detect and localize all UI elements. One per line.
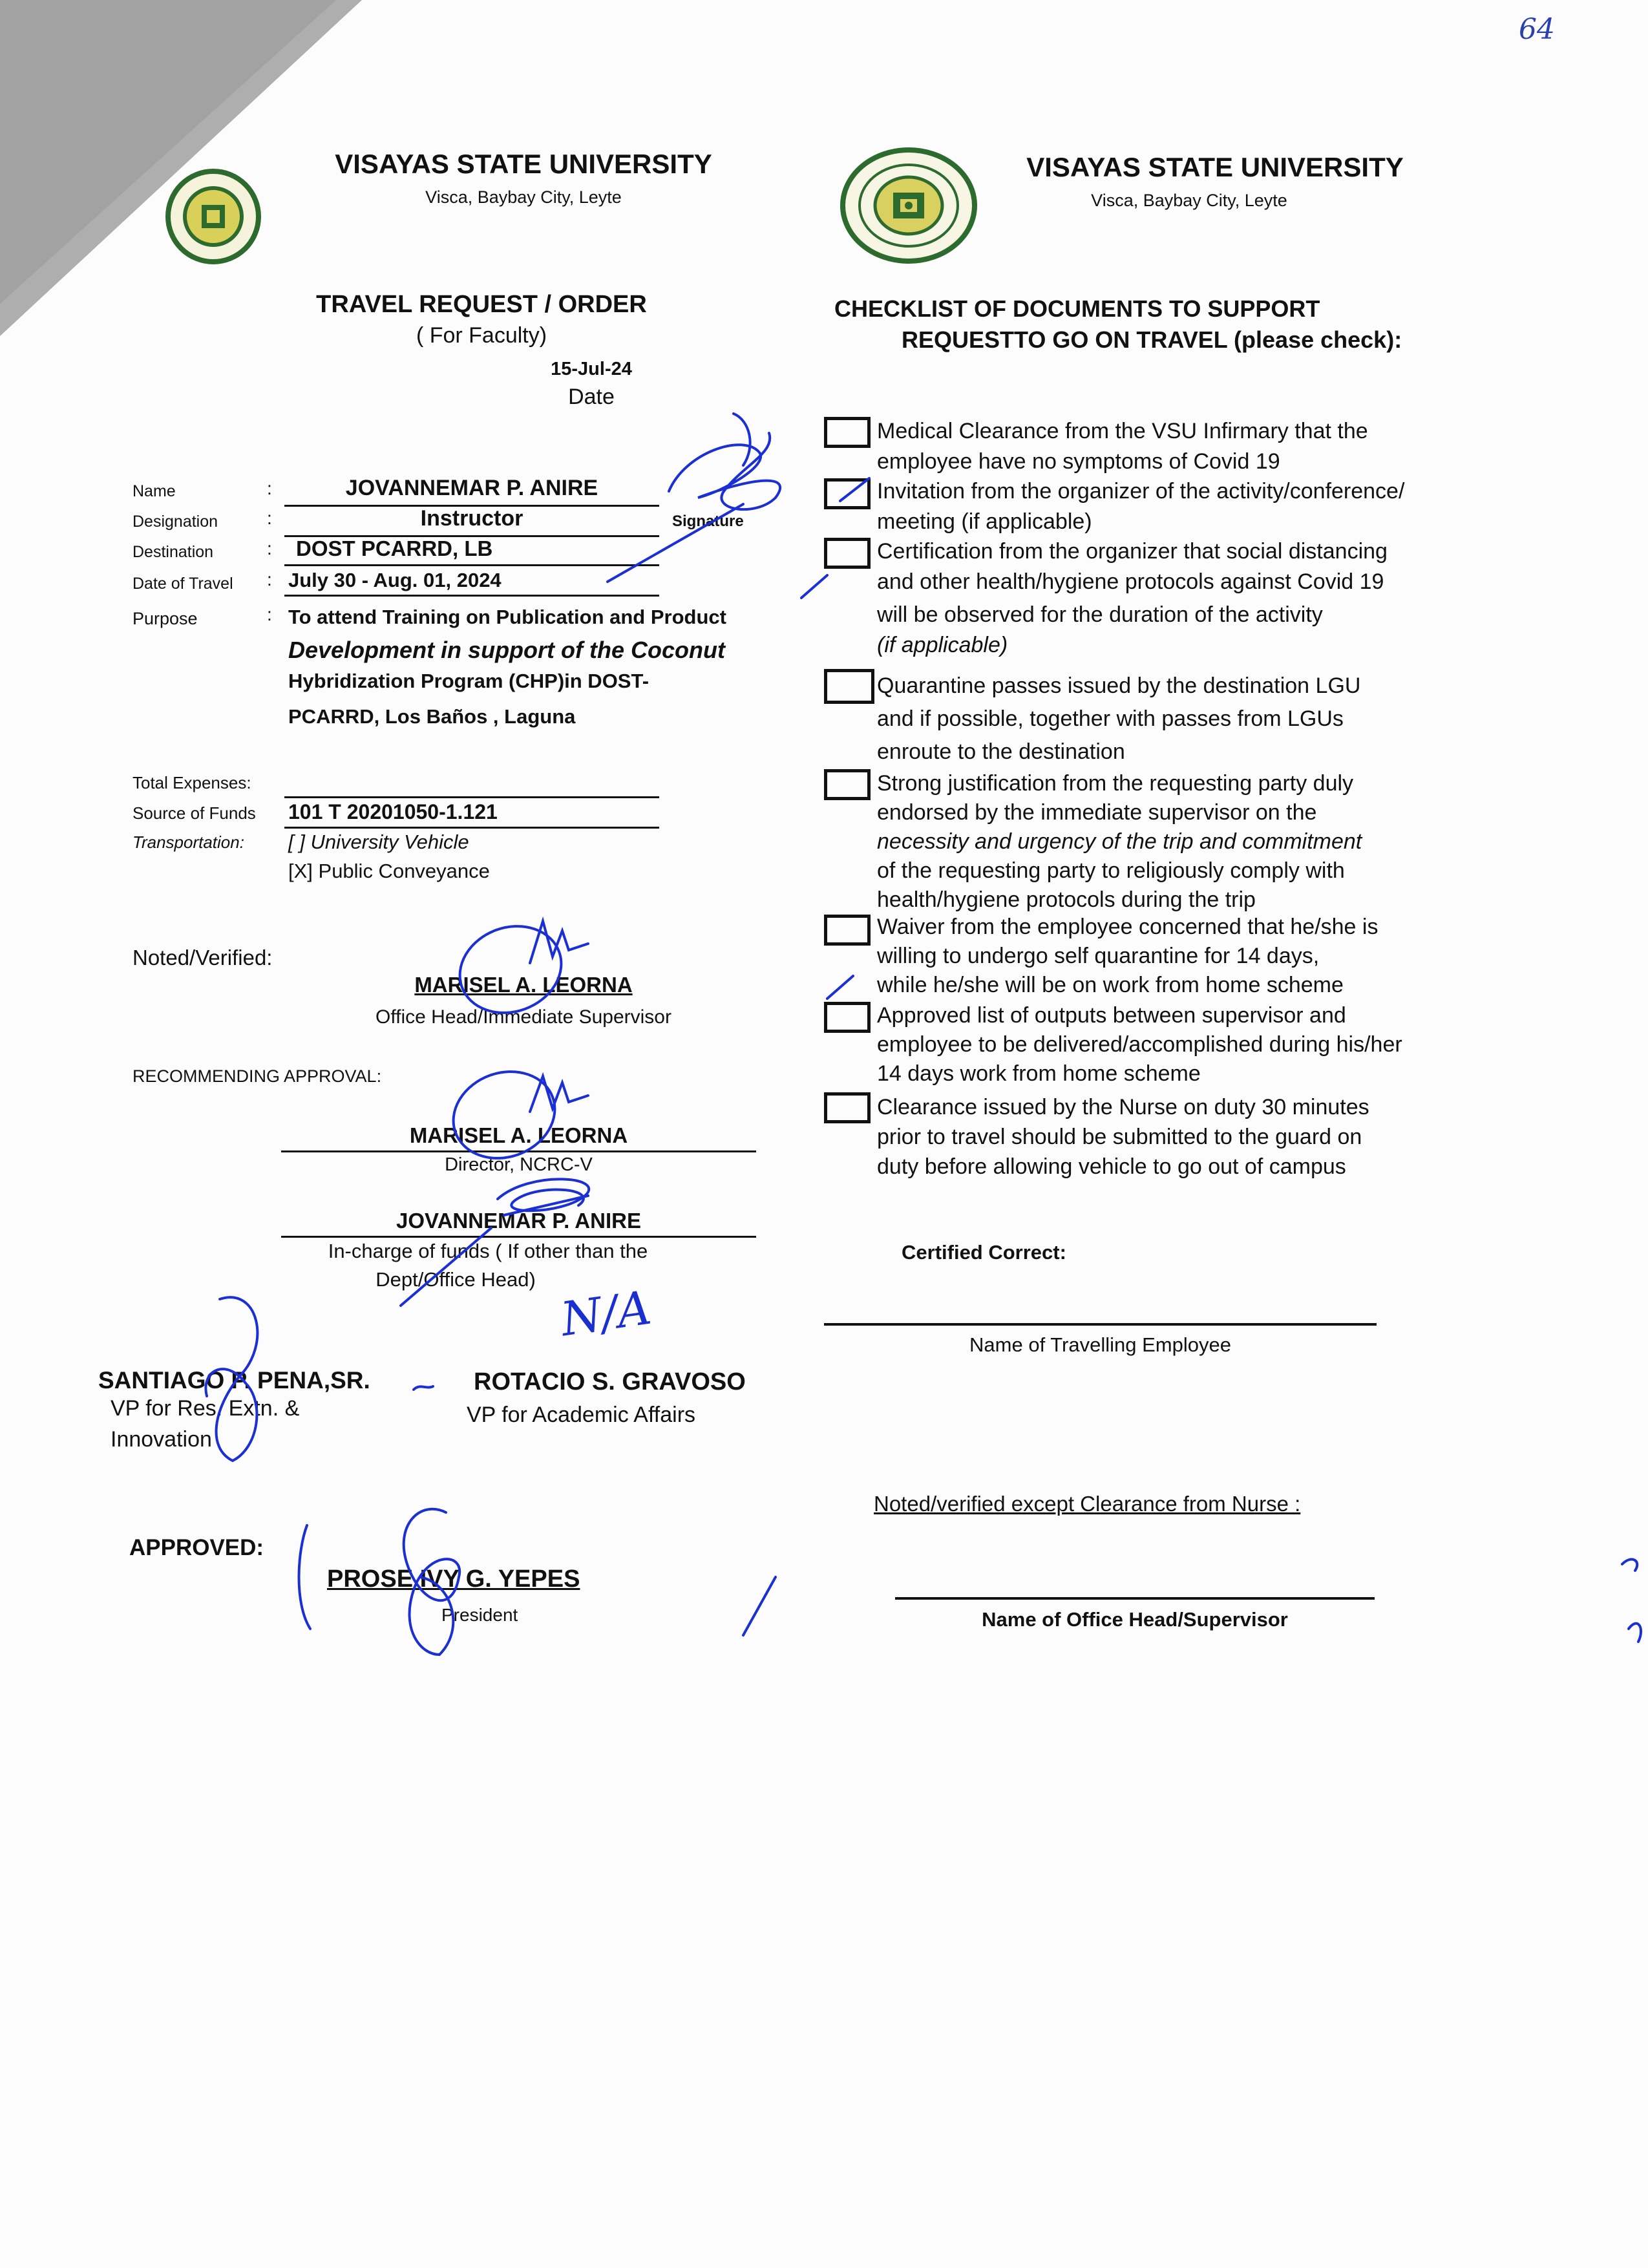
date-of-travel-value: July 30 - Aug. 01, 2024 <box>288 569 502 591</box>
checkbox-medical-clearance[interactable] <box>824 417 871 448</box>
checklist-title-line-2: REQUESTTO GO ON TRAVEL (please check): <box>902 326 1402 353</box>
office-head-label: Name of Office Head/Supervisor <box>982 1608 1288 1631</box>
right-university-address: Visca, Baybay City, Leyte <box>1091 191 1287 210</box>
vp2-name: ROTACIO S. GRAVOSO <box>474 1368 746 1395</box>
checklist-item-quarantine-passes: Quarantine passes issued by the destination LGU and if possible, together with passes from LGUs enroute to the destination <box>877 673 1361 764</box>
total-expenses-line <box>284 796 659 798</box>
funds-line <box>281 1236 756 1238</box>
destination-line <box>284 564 659 566</box>
colon: : <box>267 604 272 624</box>
purpose-line-4: PCARRD, Los Baños , Laguna <box>288 705 576 728</box>
transport-option-university-vehicle: [ ] University Vehicle <box>288 831 469 853</box>
designation-label: Designation <box>132 513 218 531</box>
checklist-item-certification-distancing: Certification from the organizer that social distancing and other health/hygiene protocols against Covid 19 will be observed for the duration of the activity (if applicable) <box>877 539 1388 657</box>
source-of-funds-value: 101 T 20201050-1.121 <box>288 800 498 823</box>
designation-value: Instructor <box>420 506 523 531</box>
checklist-item-medical-clearance: Medical Clearance from the VSU Infirmary that the employee have no symptoms of Covid 19 <box>877 419 1368 474</box>
purpose-line-3: Hybridization Program (CHP)in DOST- <box>288 670 650 692</box>
date-value: 15-Jul-24 <box>551 359 632 379</box>
signature-label: Signature <box>672 513 744 530</box>
noted-verified-label: Noted/Verified: <box>132 946 273 970</box>
checklist-item-waiver: Waiver from the employee concerned that he/she is willing to undergo self quarantine for 14 days, while he/she will be on work from home scheme <box>877 915 1379 997</box>
checkbox-strong-justification[interactable] <box>824 769 871 800</box>
checkbox-certification-distancing[interactable] <box>824 538 871 569</box>
colon: : <box>267 478 272 498</box>
employee-signature <box>669 433 780 509</box>
travelling-employee-line <box>824 1323 1377 1326</box>
funds-name: JOVANNEMAR P. ANIRE <box>396 1209 641 1233</box>
checkbox-approved-outputs[interactable] <box>824 1002 871 1033</box>
checklist-item-invitation: Invitation from the organizer of the activity/conference/ meeting (if applicable) <box>877 479 1405 534</box>
name-label: Name <box>132 482 176 500</box>
colon: : <box>267 569 272 589</box>
president-title: President <box>441 1605 518 1625</box>
right-university-name: VISAYAS STATE UNIVERSITY <box>1026 152 1404 182</box>
destination-label: Destination <box>132 543 214 561</box>
date-label: Date <box>568 385 615 409</box>
date-of-travel-line <box>284 595 659 597</box>
purpose-line-2: Development in support of the Coconut <box>288 637 725 663</box>
checklist-item-strong-justification: Strong justification from the requesting party duly endorsed by the immediate supervisor on the necessity and urgency of the trip and commitment of the requesting party to religiously comply with health/hygiene protocols during the trip <box>877 771 1362 912</box>
funds-title-line-2: Dept/Office Head) <box>375 1268 536 1291</box>
vp1-title-line-2: Innovation <box>111 1427 212 1452</box>
checklist-item-approved-outputs: Approved list of outputs between supervisor and employee to be delivered/accomplished during his/her 14 days work from home scheme <box>877 1003 1402 1086</box>
transportation-label: Transportation: <box>132 832 244 852</box>
noted-title: Office Head/Immediate Supervisor <box>375 1006 671 1028</box>
president-signature <box>299 1525 311 1629</box>
vp2-title: VP for Academic Affairs <box>467 1403 696 1427</box>
approved-label: APPROVED: <box>129 1535 264 1560</box>
vp1-title-line-1: VP for Res. Extn. & <box>111 1396 300 1421</box>
form-title: TRAVEL REQUEST / ORDER <box>316 291 647 318</box>
purpose-label: Purpose <box>132 609 198 628</box>
destination-value: DOST PCARRD, LB <box>296 536 493 560</box>
checklist-item-nurse-clearance: Clearance issued by the Nurse on duty 30 minutes prior to travel should be submitted to the guard on duty before allowing vehicle to go out of campus <box>877 1095 1369 1179</box>
checkbox-invitation[interactable] <box>824 478 871 509</box>
certified-correct-label: Certified Correct: <box>902 1241 1066 1264</box>
noted-except-label: Noted/verified except Clearance from Nurse : <box>874 1492 1301 1516</box>
funds-title-line-1: In-charge of funds ( If other than the <box>328 1240 648 1262</box>
page-number: 64 <box>1519 13 1555 46</box>
colon: : <box>267 508 272 528</box>
left-university-name: VISAYAS STATE UNIVERSITY <box>335 149 712 179</box>
vp1-name: SANTIAGO P. PENA,SR. <box>98 1367 370 1394</box>
president-name: PROSE IVY G. YEPES <box>327 1565 580 1593</box>
purpose-line-1: To attend Training on Publication and Product <box>288 606 726 628</box>
source-of-funds-label: Source of Funds <box>132 803 256 823</box>
total-expenses-label: Total Expenses: <box>132 773 251 792</box>
office-head-line <box>895 1597 1375 1600</box>
colon: : <box>267 538 272 558</box>
checkbox-waiver[interactable] <box>824 915 871 946</box>
travelling-employee-label: Name of Travelling Employee <box>969 1333 1231 1356</box>
recommending-name: MARISEL A. LEORNA <box>409 1123 628 1147</box>
date-of-travel-label: Date of Travel <box>132 575 233 593</box>
vsu-seal-icon <box>840 147 977 264</box>
checkbox-nurse-clearance[interactable] <box>824 1092 871 1123</box>
checkbox-quarantine-passes[interactable] <box>824 669 874 704</box>
noted-name: MARISEL A. LEORNA <box>414 973 633 997</box>
checklist-title-line-1: CHECKLIST OF DOCUMENTS TO SUPPORT <box>834 295 1320 322</box>
recommending-label: RECOMMENDING APPROVAL: <box>132 1066 382 1086</box>
name-value: JOVANNEMAR P. ANIRE <box>345 476 598 500</box>
source-of-funds-line <box>284 827 659 829</box>
left-university-address: Visca, Baybay City, Leyte <box>425 187 622 207</box>
recommending-title: Director, NCRC-V <box>445 1154 593 1175</box>
recommending-line <box>281 1150 756 1152</box>
na-handwritten-mark: N/A <box>557 1280 655 1347</box>
transport-option-public-conveyance: [X] Public Conveyance <box>288 860 490 882</box>
form-subtitle: ( For Faculty) <box>416 323 547 348</box>
